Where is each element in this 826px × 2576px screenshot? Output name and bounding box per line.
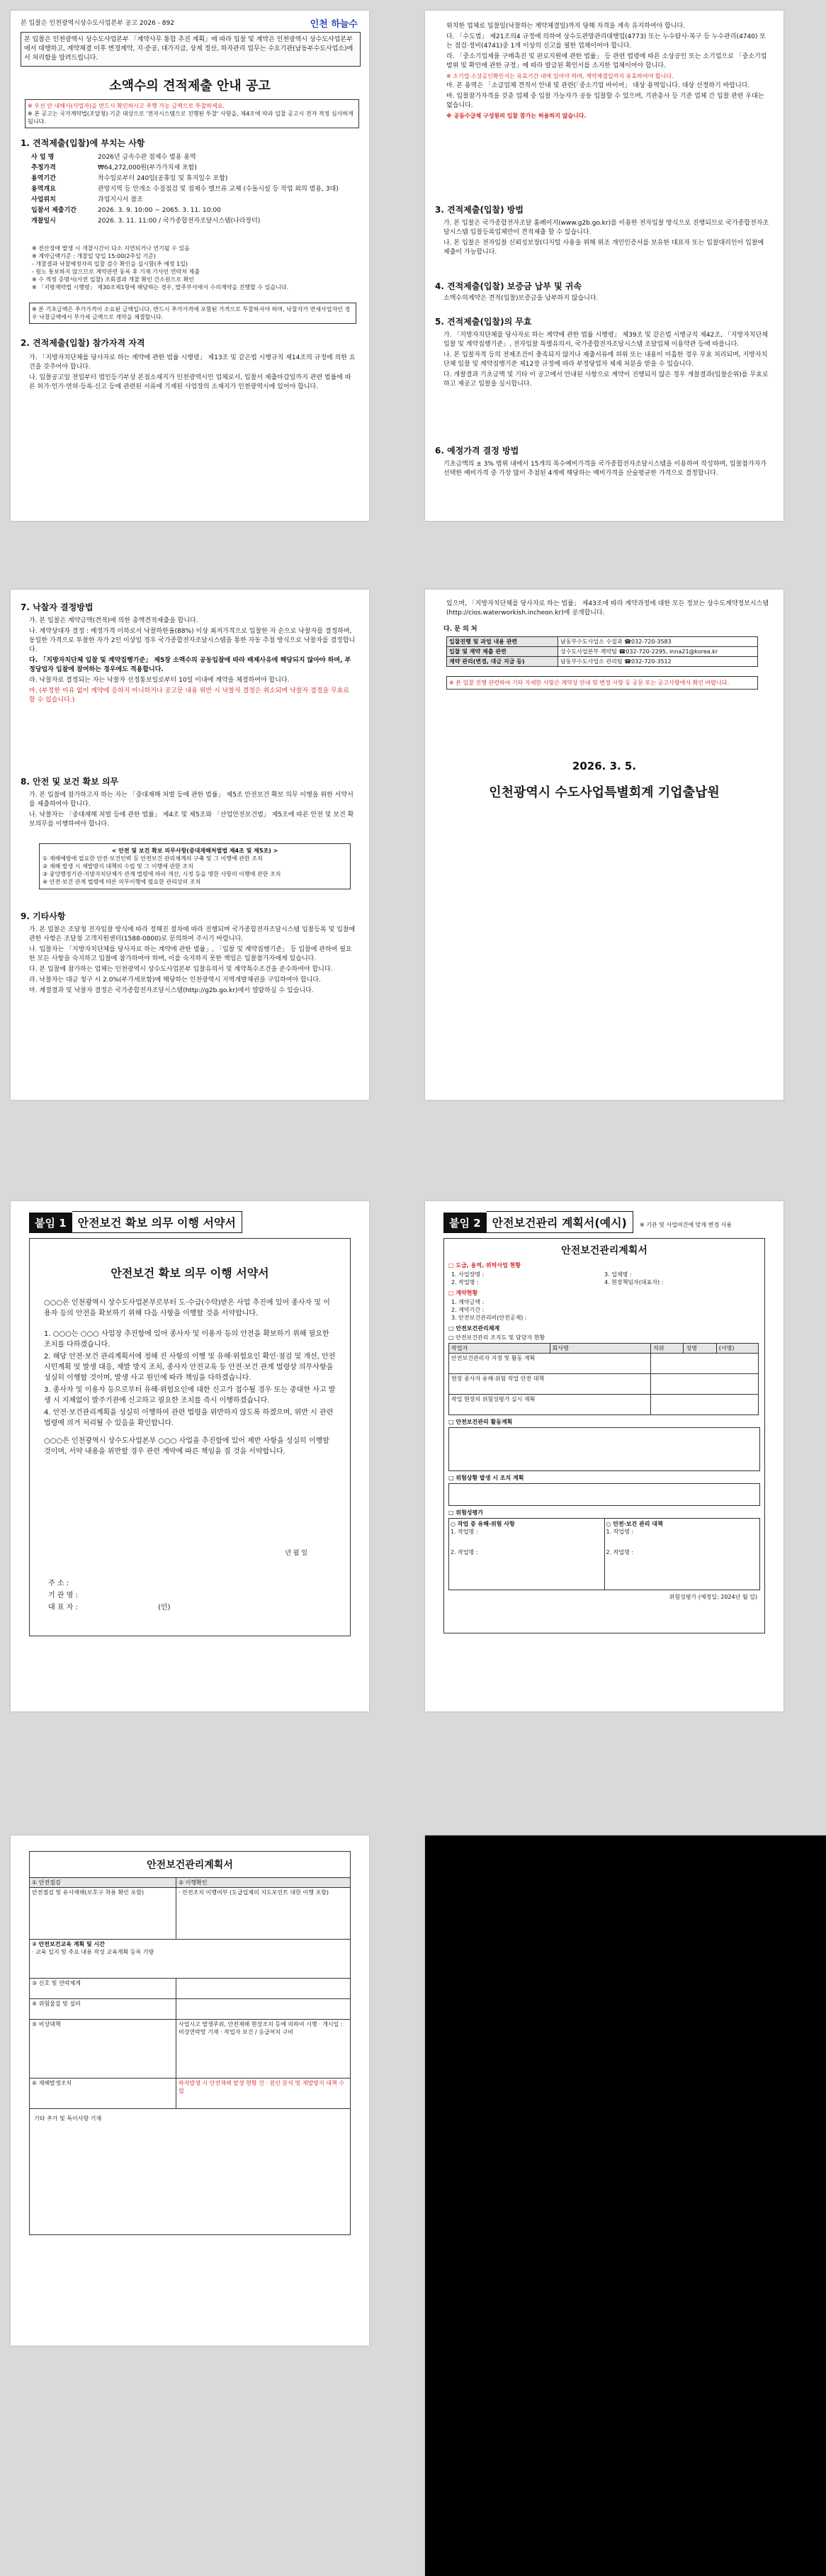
section-7-heading: 7. 낙찰자 결정방법 <box>21 602 94 612</box>
box-item: ③ 중앙행정기관·지방자치단체가 관계 법령에 따라 개선, 시정 등을 명한 사항의 이행에 관한 조치 <box>43 871 281 877</box>
contact-value: 남동부수도사업소 수질과 ☎032-720-3583 <box>558 637 758 647</box>
table-row <box>29 206 356 216</box>
section-2-body <box>29 352 356 393</box>
contract-info <box>451 1298 757 1322</box>
row-label: ③ 신호 및 연락체계 <box>30 1979 176 1999</box>
table-row <box>30 2079 350 2109</box>
list-item: 다. 「지방자치단체 입찰 및 계약집행기준」 제5장 소액수의 공동입찰에 따라 배제사유에 해당되지 않아야 하며, 부정당업자 입찰에 참여하는 경우에도 적용합니다. <box>29 657 351 673</box>
list-item: 다. 개찰결과 기초금액 및 기타 이 공고에서 안내된 사항으로 계약이 진행되지 않은 경우 개찰결과(입찰순위)를 무효로 하고 재공고 입찰을 실시합니다. <box>443 371 769 388</box>
form-items <box>44 1329 336 1429</box>
row-label: 추정가격 <box>31 164 56 171</box>
risk-column <box>449 1519 605 1590</box>
sign-row <box>48 1577 218 1590</box>
list-item: 가. 본 입찰은 조달청 전자입찰 방식에 따라 정해진 절차에 따라 진행되며 국가종합전자조달시스템 입찰등록 및 입찰에 관한 사항은 조달청 고객지원센터(1588-0800)로 문의하여 주시기 바랍니다. <box>29 926 356 943</box>
list-item: 4. 안전·보건관리계획을 성실히 이행하여 관련 법령을 위반하지 않도록 하겠으며, 위반 시 관련법령에 의거 처리될 수 있음을 확인합니다. <box>44 1409 334 1427</box>
info-row: 2. 작업명 : <box>451 1279 479 1286</box>
list-item: 나. 본 입찰은 전자입찰 신뢰성보장(디지털 사용을 위해 위조 개인인증서를 보유한 대표자 또는 입찰대리인이 입찰에 제출이 가능합니다. <box>443 240 764 256</box>
table-row <box>30 2020 350 2079</box>
note: ※ 「지방계약법 시행령」 제30조제1항에 해당하는 경우, 발주부서에서 수의계약을 진행할 수 있습니다. <box>32 284 289 291</box>
sign-label: 주 소 : <box>48 1580 69 1587</box>
form-closing: ○○○은 인천광역시 상수도사업본부 ○○○ 사업을 추진함에 있어 제반 사항을 성실히 이행할 것이며, 서약 내용을 위반할 경우 관련 계약에 따른 책임을 질 것을 서약합니다. <box>44 1437 329 1456</box>
page-5 <box>11 1201 369 1711</box>
annex-tag: 붙임 2 <box>443 1213 487 1233</box>
contact-value: 상수도사업본부 계약팀 ☎032-720-2295, inna21@korea.kr <box>558 647 758 657</box>
row-value <box>176 1979 351 1999</box>
table-row <box>447 647 758 657</box>
plan-form <box>443 1238 765 1633</box>
section-4-text: 소액수의계약은 견적(입찰)보증금을 납부하지 않습니다. <box>443 295 599 302</box>
section-1-table <box>29 152 356 227</box>
section-3-body <box>443 218 771 259</box>
notice-box <box>25 99 359 128</box>
note: ※ 계약금액기준 : 개찰일 당일 15:00(2주일 기준) <box>32 253 156 259</box>
section-8-heading: 8. 안전 및 보건 확보 의무 <box>21 777 119 787</box>
annex-header <box>29 1211 242 1233</box>
eligibility-continued <box>446 21 769 121</box>
row-label: ⑥ 재해발생조치 <box>30 2079 176 2109</box>
sign-row <box>48 1590 218 1602</box>
sign-label: 기 관 명 : <box>48 1592 78 1599</box>
note: - 원노 통보하지 않으므로 계약관련 동록 후 기재 기사인 연락처 제출 <box>32 269 200 275</box>
table-header <box>449 1344 759 1354</box>
risk-subheading: ○ 안전·보건 관리 대책 <box>606 1521 663 1527</box>
page-4 <box>425 590 783 1100</box>
row-value: 하자발생 시 안전재해 발생 현황 건 · 원인 분석 및 재발방지 대책 수립 <box>176 2079 351 2109</box>
table-row <box>30 1888 350 1940</box>
list-item: 가. 「지방자치단체를 당사자로 하는 계약에 관한 법률 시행령」 제13조 및 같은법 시행규칙 제14조의 규정에 의한 요건을 갖추어야 합니다. <box>29 354 356 371</box>
table-row <box>29 163 356 174</box>
form-intro: ○○○은 인천광역시 상수도사업본부로부터 도·수급(수탁)받은 사업 추진에 있어 종사자 및 이용자 등의 안전을 확보하기 위해 다음 사항을 이행할 것을 서약합니다. <box>44 1299 330 1317</box>
list-item: 나. 계약상대자 결정 : 예정가격 이하로서 낙찰하한율(88%) 이상 최저가격으로 입찰한 자 순으로 낙찰자를 결정하며, 동일한 가격으로 투찰한 자가 2인 이상일 경우 국가종합전자조달시스템을 통한 자동 추첨 방식으로 낙찰자를 결정합니다. <box>29 628 356 653</box>
list-item: 가. 본 입찰은 계약금액(견적)에 의한 총액견적제출을 합니다. <box>29 617 198 624</box>
contact-table <box>446 636 758 667</box>
col-header: 작업자 <box>449 1344 550 1354</box>
box-item: ① 재해예방에 필요한 안전·보건인력 등 안전보건 관리체계의 구축 및 그 이행에 관한 조치 <box>43 855 263 862</box>
box-title: < 안전 및 보건 확보 의무사항(중대재해처벌법 제4조 및 제5조) > <box>111 848 278 854</box>
form-footer: 기타 추가 및 특이사항 기재 <box>34 2115 102 2122</box>
table-row <box>449 1354 759 1374</box>
note: ※ 전산장애 발생 시 개찰시간이 다소 지연되거나 연기될 수 있음 <box>32 245 190 252</box>
risk-column <box>605 1519 760 1590</box>
list-item: ※ 공동수급체 구성원의 입찰 참가는 허용하지 않습니다. <box>446 113 587 119</box>
list-item: 바. 입찰참가자격을 갖춘 업체 중 입찰 가능자가 공동 입찰할 수 있으며, 기관총사 등 기준 업체 간 입찰 관련 우대는 없습니다. <box>446 93 764 109</box>
logo: 인천 하늘수 <box>310 19 358 30</box>
col-header: ② 이행확인 <box>176 1878 351 1888</box>
row-value: ₩64,272,000원(부가가치세 포함) <box>98 164 197 171</box>
annex-tag: 붙임 1 <box>29 1213 72 1233</box>
row-label: 현장 종사자 유해·위험 작업 안전 대책 <box>449 1374 651 1395</box>
col-header: ① 안전점검 <box>30 1878 176 1888</box>
doc-number: 본 입찰은 인천광역시상수도사업본부 공고 2026 - 892 <box>21 20 174 27</box>
page-7 <box>11 1835 369 2346</box>
row-label: 안전점검 및 유사재해(보호구 착용 확인 포함) <box>30 1888 176 1940</box>
col-header: 회사명 <box>550 1344 651 1354</box>
row-value: 과업지시서 참조 <box>98 196 143 203</box>
row-label: 안전보건관리자 지정 및 활동 계획 <box>449 1354 651 1374</box>
box-item: ② 재해 발생 시 재발방지 대책의 수립 및 그 이행에 관한 조치 <box>43 863 193 870</box>
notice-2: ※ 본 공고는 국가계약법(조달청) 기준 대상으로 '전자시스템으로 진행된 투찰' 사항을, 제4조에 따라 입찰 공고시 전자 적정 심사하게 됩니다. <box>28 111 353 125</box>
info-row: 1. 계약금액 : <box>451 1299 485 1305</box>
col-header: (서명) <box>716 1344 758 1354</box>
list-item: 1. 작업명 : <box>451 1529 478 1535</box>
row-value: · 교육 일지 및 주요 내용 작성 교육계획 등록 기방 <box>32 1949 154 1955</box>
row-label: 사 업 명 <box>31 154 55 161</box>
contact-value: 남동부수도사업소 관리팀 ☎032-720-3512 <box>558 657 758 667</box>
table-row <box>447 637 758 647</box>
section-5-body <box>443 330 771 390</box>
row-label: 사업위치 <box>31 196 56 203</box>
section-2-heading: 2. 견적제출(입찰) 참가자격 자격 <box>21 338 145 348</box>
table-row <box>449 1374 759 1395</box>
page-3 <box>11 590 369 1100</box>
list-item: 2. 해당 안전·보건 관리계획서에 정해 진 사항의 이행 및 유해·위험요인 확인·점검 및 개선, 안전 시민계획 및 발생 대응, 재발 방지 조치, 종사자 안전교육 등 안전·보건 관계 법령상 의무사항을 성실히 이행할 것이며, 발생 사고 원인에 따라 책임을 다하겠습니다. <box>44 1353 336 1382</box>
section-heading: □ 위험상황 발생 시 조치 계획 <box>448 1475 524 1481</box>
signature-block <box>48 1577 218 1614</box>
row-label: 개찰일시 <box>31 218 56 225</box>
issue-date: 2026. 3. 5. <box>572 760 637 772</box>
row-title: ② 안전보건교육 계획 및 시간 <box>32 1941 105 1947</box>
row-label <box>30 1940 350 1979</box>
contact-heading: 다. 문 의 처 <box>443 626 477 633</box>
table-header <box>30 1878 350 1888</box>
note: ※ 수 적정 증명서(사전 입찰) 조회결과 개찰 확인 간소원으로 확인 <box>32 276 195 283</box>
box-item: ④ 안전·보건 관계 법령에 따른 의무이행에 필요한 관리상의 조치 <box>43 879 201 885</box>
sign-value: (인) <box>158 1604 171 1612</box>
intro-box: 본 입찰은 인천광역시 상수도사업본부 「계약사무 통합 추진 계획」에 따라 입찰 및 계약은 인천광역시 상수도사업본부에서 대행하고, 계약체결 이후 변경계약, 지·준공, 대가지급, 상계 정산, 하자관리 업무는 수요기관(남동부수도사업소)에서 처리함을 알려드립니다. <box>21 32 361 67</box>
list-item: 마. (부정한 이유 없이 계약에 응하지 아니하거나 공고문 내용 위반 시 낙찰자 결정은 취소되며 낙찰자 결정을 무효로 할 수 있습니다.) <box>29 687 350 704</box>
risk-assessment <box>448 1518 760 1590</box>
table-row <box>447 657 758 667</box>
col-header: 성명 <box>684 1344 716 1354</box>
row-value: 2026. 3. 11. 11:00 / 국가종합전자조달시스템(나라장터) <box>98 218 261 225</box>
row-value <box>176 1999 351 2020</box>
list-item: 가. 본 입찰은 국가종합전자조달 홈페이지(www.g2b.go.kr)를 이용한 전자입찰 방식으로 진행되므로 국가종합전자조달시스템 입찰등록업체만이 견적제출 할 수 있습니다. <box>443 220 769 236</box>
contact-label: 계약 관리(변경, 대금 지급 등) <box>447 657 558 667</box>
list-item: 2. 작업명 : <box>606 1549 634 1556</box>
plan-form-continued <box>29 1851 351 2235</box>
list-item: 나. 낙찰자는 「중대재해 처벌 등에 관한 법률」 제4조 및 제5조와 「산업안전보건법」 제5조에 따른 안전 및 보건 확보의무를 이행하여야 합니다. <box>29 811 354 828</box>
list-item: 3. 종사자 및 이용자 등으로부터 유해·위험요인에 대한 신고가 접수될 경우 또는 중대한 사고 발생 시 지체없이 발주기관에 신고하고 필요한 조치를 즉시 이행하겠습니다. <box>44 1386 336 1405</box>
table-row <box>449 1395 759 1415</box>
disclosure-text: 있으며, 「지방자치단체를 당사자로 하는 법률」 제43조에 따라 계약과정에 대한 모든 정보는 상수도계약정보시스템(http://cios.waterworkish.incheon.kr)에 공개합니다. <box>446 600 769 617</box>
page-2 <box>425 11 783 521</box>
form-title: 안전보건관리계획서 <box>147 1860 233 1871</box>
list-item: 라. 「중소기업제품 구매촉진 및 판로지원에 관한 법률」 등 관련 법령에 따른 소상공인 또는 소기업으로 「중소기업 범위 및 확인에 관한 규정」에 따라 발급된 확인서를 소지한 업체이어야 합니다. <box>446 53 767 69</box>
row-label: 작업 현장의 위험성평가 실시 계획 <box>449 1395 651 1415</box>
list-item: 1. ○○○는 ○○○ 사업장 추진함에 있어 종사자 및 이용자 등의 안전을 확보하기 위해 필요한 조치를 다하겠습니다. <box>44 1330 329 1349</box>
row-value <box>651 1395 759 1415</box>
list-item: 마. 계절결과 및 낙찰자 결정은 국가종합전자조달시스템(http://g2b.go.kr)에서 열람하실 수 있습니다. <box>29 987 314 994</box>
form-title: 안전보건관리계획서 <box>561 1245 647 1256</box>
row-label: 입찰서 제출기간 <box>31 207 77 214</box>
row-value: · 안전조치 이행여부 (도급업체의 지도포인트 대한 이행 포함) <box>176 1888 351 1940</box>
section-7-body <box>29 615 356 707</box>
pledge-form <box>29 1238 351 1636</box>
sign-label: 대 표 자 : <box>48 1604 78 1612</box>
row-label: ⑤ 비상대책 <box>30 2020 176 2079</box>
section-9-heading: 9. 기타사항 <box>21 911 66 921</box>
section-1-heading: 1. 견적제출(입찰)에 부치는 사항 <box>21 138 145 148</box>
section-1-foot: ※ 본 기초금액은 추가가격이 소요된 금액입니다. 반드시 추가가격에 포함된 가격으로 투찰하셔야 하며, 낙찰자가 면세사업자인 경우 낙찰금액에서 부가세 금액으로 계약을 체결합니다. <box>29 303 356 324</box>
table-row <box>29 174 356 184</box>
date-line: 년 월 일 <box>285 1550 307 1557</box>
org-table <box>448 1343 759 1415</box>
list-item: 라. 낙찰자는 대금 청구 시 2.0%(부가세포함)에 해당하는 인천광역시 지역개발채권을 구입하여야 합니다. <box>29 977 321 984</box>
annex-title: 안전보건 확보 의무 이행 서약서 <box>72 1211 242 1233</box>
table-row <box>30 1979 350 1999</box>
row-value: 2026. 3. 9. 10:00 ~ 2065. 3. 11. 10:00 <box>98 207 221 214</box>
page-6 <box>425 1201 783 1711</box>
annex-note: ※ 기관 및 사업여건에 맞게 변경 사용 <box>639 1222 732 1228</box>
list-item: 나. 입찰공고일 전일부터 법인등기부상 본점소재지가 인천광역시인 업체로서, 입찰서 제출마감일까지 관련 법률에 따른 허가·인가·면허·등록·신고 등에 관련된 서류에 기재된 사업장의 소재지가 인천광역시에 있어야 합니다. <box>29 374 351 390</box>
section-heading: □ 안전보건관리체계 <box>448 1325 500 1332</box>
section-1-notes <box>32 244 352 291</box>
blank-black-page <box>425 1835 826 2576</box>
safety-duty-box <box>39 843 351 889</box>
row-value <box>651 1374 759 1395</box>
annex-header <box>443 1211 776 1233</box>
section-subheading: □ 안전보건관리 조직도 및 담당자 현황 <box>448 1334 545 1341</box>
info-row: 3. 안전보건관리비(안전공제) : <box>451 1315 527 1321</box>
risk-subheading: ○ 작업 중 유해·위험 사항 <box>451 1521 515 1527</box>
section-3-heading: 3. 견적제출(입찰) 방법 <box>435 205 524 215</box>
activity-plan-box <box>448 1427 760 1471</box>
row-label: 용역개요 <box>31 186 56 193</box>
list-item: 2. 작업명 : <box>451 1549 478 1556</box>
section-6-text: 기초금액의 ± 3% 범위 내에서 15개의 복수예비가격을 국가종합전자조달시스템을 이용하여 작성하며, 입찰참가자가 선택한 예비가격 중 가장 많이 추첨된 4개에 해당하는 예비가격을 산술평균한 가격으로 결정합니다. <box>443 461 766 477</box>
notice-1: ※ 우선 안 내해서(사업자)을 반드시 확인하시고 주행 가능 금액으로 투찰하세요. <box>28 103 225 109</box>
section-9-body <box>29 924 356 997</box>
form-title: 안전보건 확보 의무 이행 서약서 <box>111 1266 269 1280</box>
list-item: 1. 작업명 : <box>606 1529 634 1535</box>
contact-label: 입찰진행 및 과업 내용 관련 <box>447 637 558 647</box>
row-value: 2026년 금속수관 점제수 범용 용역 <box>98 154 196 161</box>
section-heading: □ 안전보건관리 활동계획 <box>448 1419 513 1425</box>
section-4-heading: 4. 견적제출(입찰) 보증금 납부 및 귀속 <box>435 281 582 291</box>
list-item: 가. 「지방자치단체를 당사자로 하는 계약에 관한 법률 시행령」 제39조 및 같은법 시행규칙 제42조, 「지방자치단체 입찰 및 계약집행기준」, 전자입찰 특별유의서, 국가종합전자조달시스템 조달업체 이용약관 등에 따릅니다. <box>443 332 768 348</box>
section-8-body <box>29 789 356 831</box>
table-row <box>29 195 356 206</box>
row-value: 관망지역 등 안개소 수질점검 및 점제수 밸브류 교체 (수돌시설 등 작업 외의 범용, 3대) <box>98 186 339 193</box>
row-value: 착수일로부터 240일(공휴일 및 휴지일수 포함) <box>98 175 228 182</box>
row-label: ④ 위험물질 및 설비 <box>30 1999 176 2020</box>
list-item: 가. 본 입찰에 참가하고자 하는 자는 「중대재해 처벌 등에 관한 법률」 제5조 안전보건 확보 의무 이행을 위한 서약서를 제출하여야 합니다. <box>29 792 353 808</box>
row-value <box>651 1354 759 1374</box>
col-header: 직위 <box>651 1344 684 1354</box>
list-item: 다. 「수도법」 제21조의4 규정에 의하여 상수도관망관리대행업(4773) 또는 누수탐사·복구 등 누수관리(4740) 또는 점검·정비(4741)중 1개 이상의 신고를 필한 업체이어야 합니다. <box>446 33 766 50</box>
section-6-heading: 6. 예정가격 결정 방법 <box>435 446 519 456</box>
contact-label: 입찰 및 계약 제출 관련 <box>447 647 558 657</box>
table-row <box>30 1999 350 2020</box>
section-heading: □ 계약현황 <box>448 1290 478 1296</box>
list-item: 나. 본 입찰자격 등의 전제조건이 충족되지 않거나 제출서류에 허위 또는 내용이 미흡한 경우 무효 처리되며, 지방자치단체 입찰 및 계약집행기준 제12장 규정에 따라 부정당업자 제재 처분을 받을 수 있습니다. <box>443 351 768 368</box>
section-5-heading: 5. 견적제출(입찰)의 무효 <box>435 317 532 327</box>
list-item: 다. 본 입찰에 참가하는 업체는 인천광역시 상수도사업본부 입찰유의서 및 계약특수조건을 준수하여야 합니다. <box>29 966 333 973</box>
list-item: 라. 낙찰자로 결정되는 자는 낙찰자 선정통보일로부터 10일 이내에 계약을 체결하여야 합니다. <box>29 677 290 684</box>
issuer: 인천광역시 수도사업특별회계 기업출납원 <box>489 785 720 800</box>
check-table <box>30 1877 350 2109</box>
info-row: 3. 업체명 : <box>604 1271 632 1278</box>
list-item: 위치한 업체로 입찰일(낙찰하는 계약체결일)까지 당해 자격을 계속 유지하여야 합니다. <box>446 23 686 30</box>
table-row <box>29 184 356 195</box>
page-title: 소액수의 견적제출 안내 공고 <box>109 79 271 94</box>
list-item: 마. 본 용역은 「소급업체 견적서 안내 및 관련(「중소기업 바이어」 대상 용역입니다. 대상 선정하기 바랍니다. <box>446 82 750 89</box>
row-value: 사업시고 발생주위, 안전재해 현장조치 등에 의하여 시행 · 개시일 : 비상연락망 기재 · 작업자 보건 / 응급처치 구비 <box>176 2020 351 2079</box>
table-row <box>30 1940 350 1979</box>
sign-row <box>48 1602 218 1614</box>
info-row: 2. 계약기간 : <box>451 1307 485 1313</box>
contact-note: ※ 본 입찰 진행 관련하여 기타 자세한 사항은 계약상 안내 및 변경 사항 등 공문 또는 공고사항에서 확인 바랍니다. <box>446 676 758 690</box>
table-row <box>29 152 356 163</box>
form-footer: 위험성평가 (예정일: 2024년 월 일) <box>669 1594 757 1600</box>
list-item: 나. 입찰자는 「지방자치단체를 당사자로 하는 계약에 관한 법률」, 「입찰 및 계약집행기준」 등 입찰에 관하여 필요한 모든 사항을 숙지하고 입찰에 참가하여야 하며, 이를 숙지하지 못한 책임은 입찰참가자에게 있습니다. <box>29 946 352 962</box>
note: - 개찰결과 낙찰예정자의 입찰 검수 확인을 실시함(추 예정 1일) <box>32 261 188 267</box>
table-row <box>29 216 356 227</box>
emergency-box <box>448 1483 760 1506</box>
section-heading: □ 도급, 용역, 위탁사업 현황 <box>448 1262 521 1269</box>
info-row: 4. 현장책임자(대표자) : <box>604 1279 664 1286</box>
annex-title: 안전보건관리 계획서(예시) <box>487 1211 633 1233</box>
basic-info <box>451 1271 757 1286</box>
row-label: 용역기간 <box>31 175 56 182</box>
info-row: 1. 사업장명 : <box>451 1271 485 1278</box>
page-1 <box>11 11 369 521</box>
list-item: ※ 소기업·소상공인확인서는 유효기간 내에 있어야 하며, 계약체결일까지 유효하여야 합니다. <box>446 73 674 79</box>
section-heading: □ 위험성평가 <box>448 1509 483 1516</box>
